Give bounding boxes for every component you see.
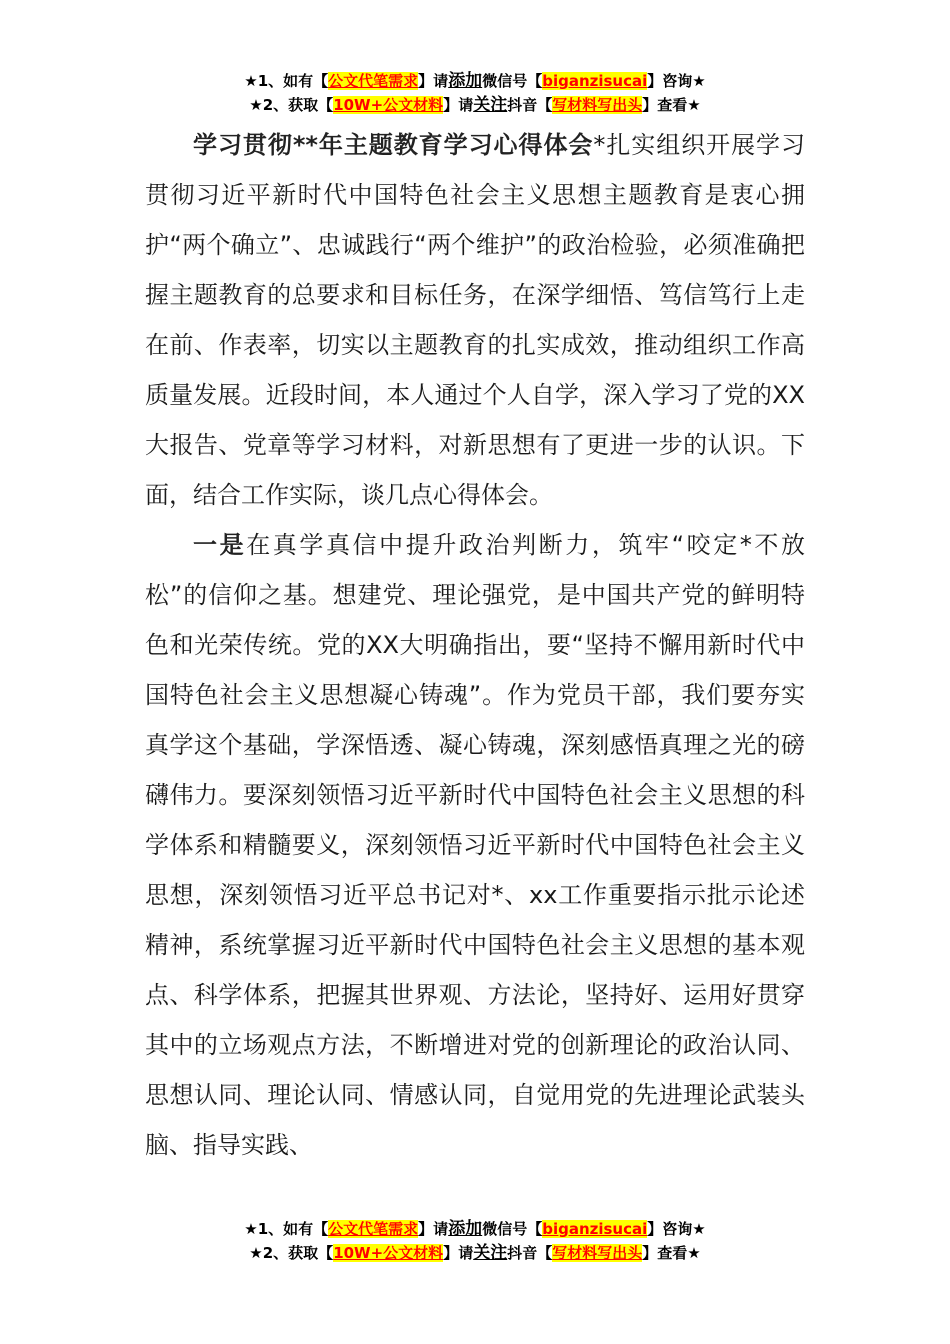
- footer-line-1-text: 】请: [418, 1220, 449, 1238]
- footer-line-2-prefix: ★2、获取【: [249, 1244, 334, 1262]
- point-one-lead: 一是: [193, 531, 247, 559]
- header-line-1-suffix: 】咨询★: [647, 72, 706, 90]
- footer-line-2-underline: 关注: [473, 1243, 508, 1263]
- point-one-paragraph: [145, 520, 805, 1170]
- intro-paragraph: [145, 120, 805, 520]
- footer-line-1-suffix: 】咨询★: [647, 1220, 706, 1238]
- point-one-text: 在真学真信中提升政治判断力，筑牢“咬定*不放松”的信仰之基。想建党、理论强党，是中国共产党的鲜明特色和光荣传统。党的XX大明确指出，要“坚持不懈用新时代中国特色社会主义思想凝心铸魂”。作为党员干部，我们要夯实真学这个基础，学深悟透、凝心铸魂，深刻感悟真理之光的磅礴伟力。要深刻领悟习近平新时代中国特色社会主义思想的科学体系和精髓要义，深刻领悟习近平新时代中国特色社会主义思想，深刻领悟习近平总书记对*、xx工作重要指示批示论述精神，系统掌握习近平新时代中国特色社会主义思想的基本观点、科学体系，把握其世界观、方法论，坚持好、运用好贯穿其中的立场观点方法，不断增进对党的创新理论的政治认同、思想认同、理论认同、情感认同，自觉用党的先进理论武装头脑、指导实践、: [145, 531, 806, 1159]
- footer-line-2: [0, 1241, 950, 1265]
- intro-text: *扎实组织开展学习贯彻习近平新时代中国特色社会主义思想主题教育是衷心拥护“两个确立”、忠诚践行“两个维护”的政治检验，必须准确把握主题教育的总要求和目标任务，在深学细悟、笃信笃行上走在前、作表率，切实以主题教育的扎实成效，推动组织工作高质量发展。近段时间，本人通过个人自学，深入学习了党的XX大报告、党章等学习材料，对新思想有了更进一步的认识。下面，结合工作实际，谈几点心得体会。: [145, 131, 806, 509]
- footer-line-2-suffix: 】查看★: [642, 1244, 701, 1262]
- header-line-1-underline: 添加: [448, 71, 483, 91]
- footer-materials-highlight: 10W+公文材料: [333, 1244, 444, 1262]
- header-line-1: [0, 69, 950, 93]
- header-banner: [0, 69, 950, 117]
- footer-line-2-text: 】请: [443, 1244, 474, 1262]
- header-line-2-text: 】请: [443, 96, 474, 114]
- header-line-1-text-2: 微信号【: [482, 72, 543, 90]
- header-line-2-underline: 关注: [473, 95, 508, 115]
- header-line-2-suffix: 】查看★: [642, 96, 701, 114]
- header-line-1-text: 】请: [418, 72, 449, 90]
- footer-line-2-text-2: 抖音【: [507, 1244, 553, 1262]
- document-body: [145, 120, 805, 1170]
- header-line-2-text-2: 抖音【: [507, 96, 553, 114]
- document-title: 学习贯彻**年主题教育学习心得体会: [193, 131, 594, 159]
- footer-douyin-highlight: 写材料写出头: [552, 1244, 643, 1262]
- ghostwriting-service-highlight: 公文代笔需求: [328, 72, 419, 90]
- footer-line-1: [0, 1217, 950, 1241]
- footer-wechat-id-highlight: biganzisucai: [542, 1220, 648, 1238]
- header-line-1-prefix: ★1、如有【: [244, 72, 329, 90]
- footer-line-1-prefix: ★1、如有【: [244, 1220, 329, 1238]
- header-line-2-prefix: ★2、获取【: [249, 96, 334, 114]
- materials-highlight: 10W+公文材料: [333, 96, 444, 114]
- douyin-account-highlight: 写材料写出头: [552, 96, 643, 114]
- footer-ghostwriting-highlight: 公文代笔需求: [328, 1220, 419, 1238]
- footer-banner: [0, 1217, 950, 1265]
- footer-line-1-underline: 添加: [448, 1219, 483, 1239]
- footer-line-1-text-2: 微信号【: [482, 1220, 543, 1238]
- header-line-2: [0, 93, 950, 117]
- wechat-id-highlight: biganzisucai: [542, 72, 648, 90]
